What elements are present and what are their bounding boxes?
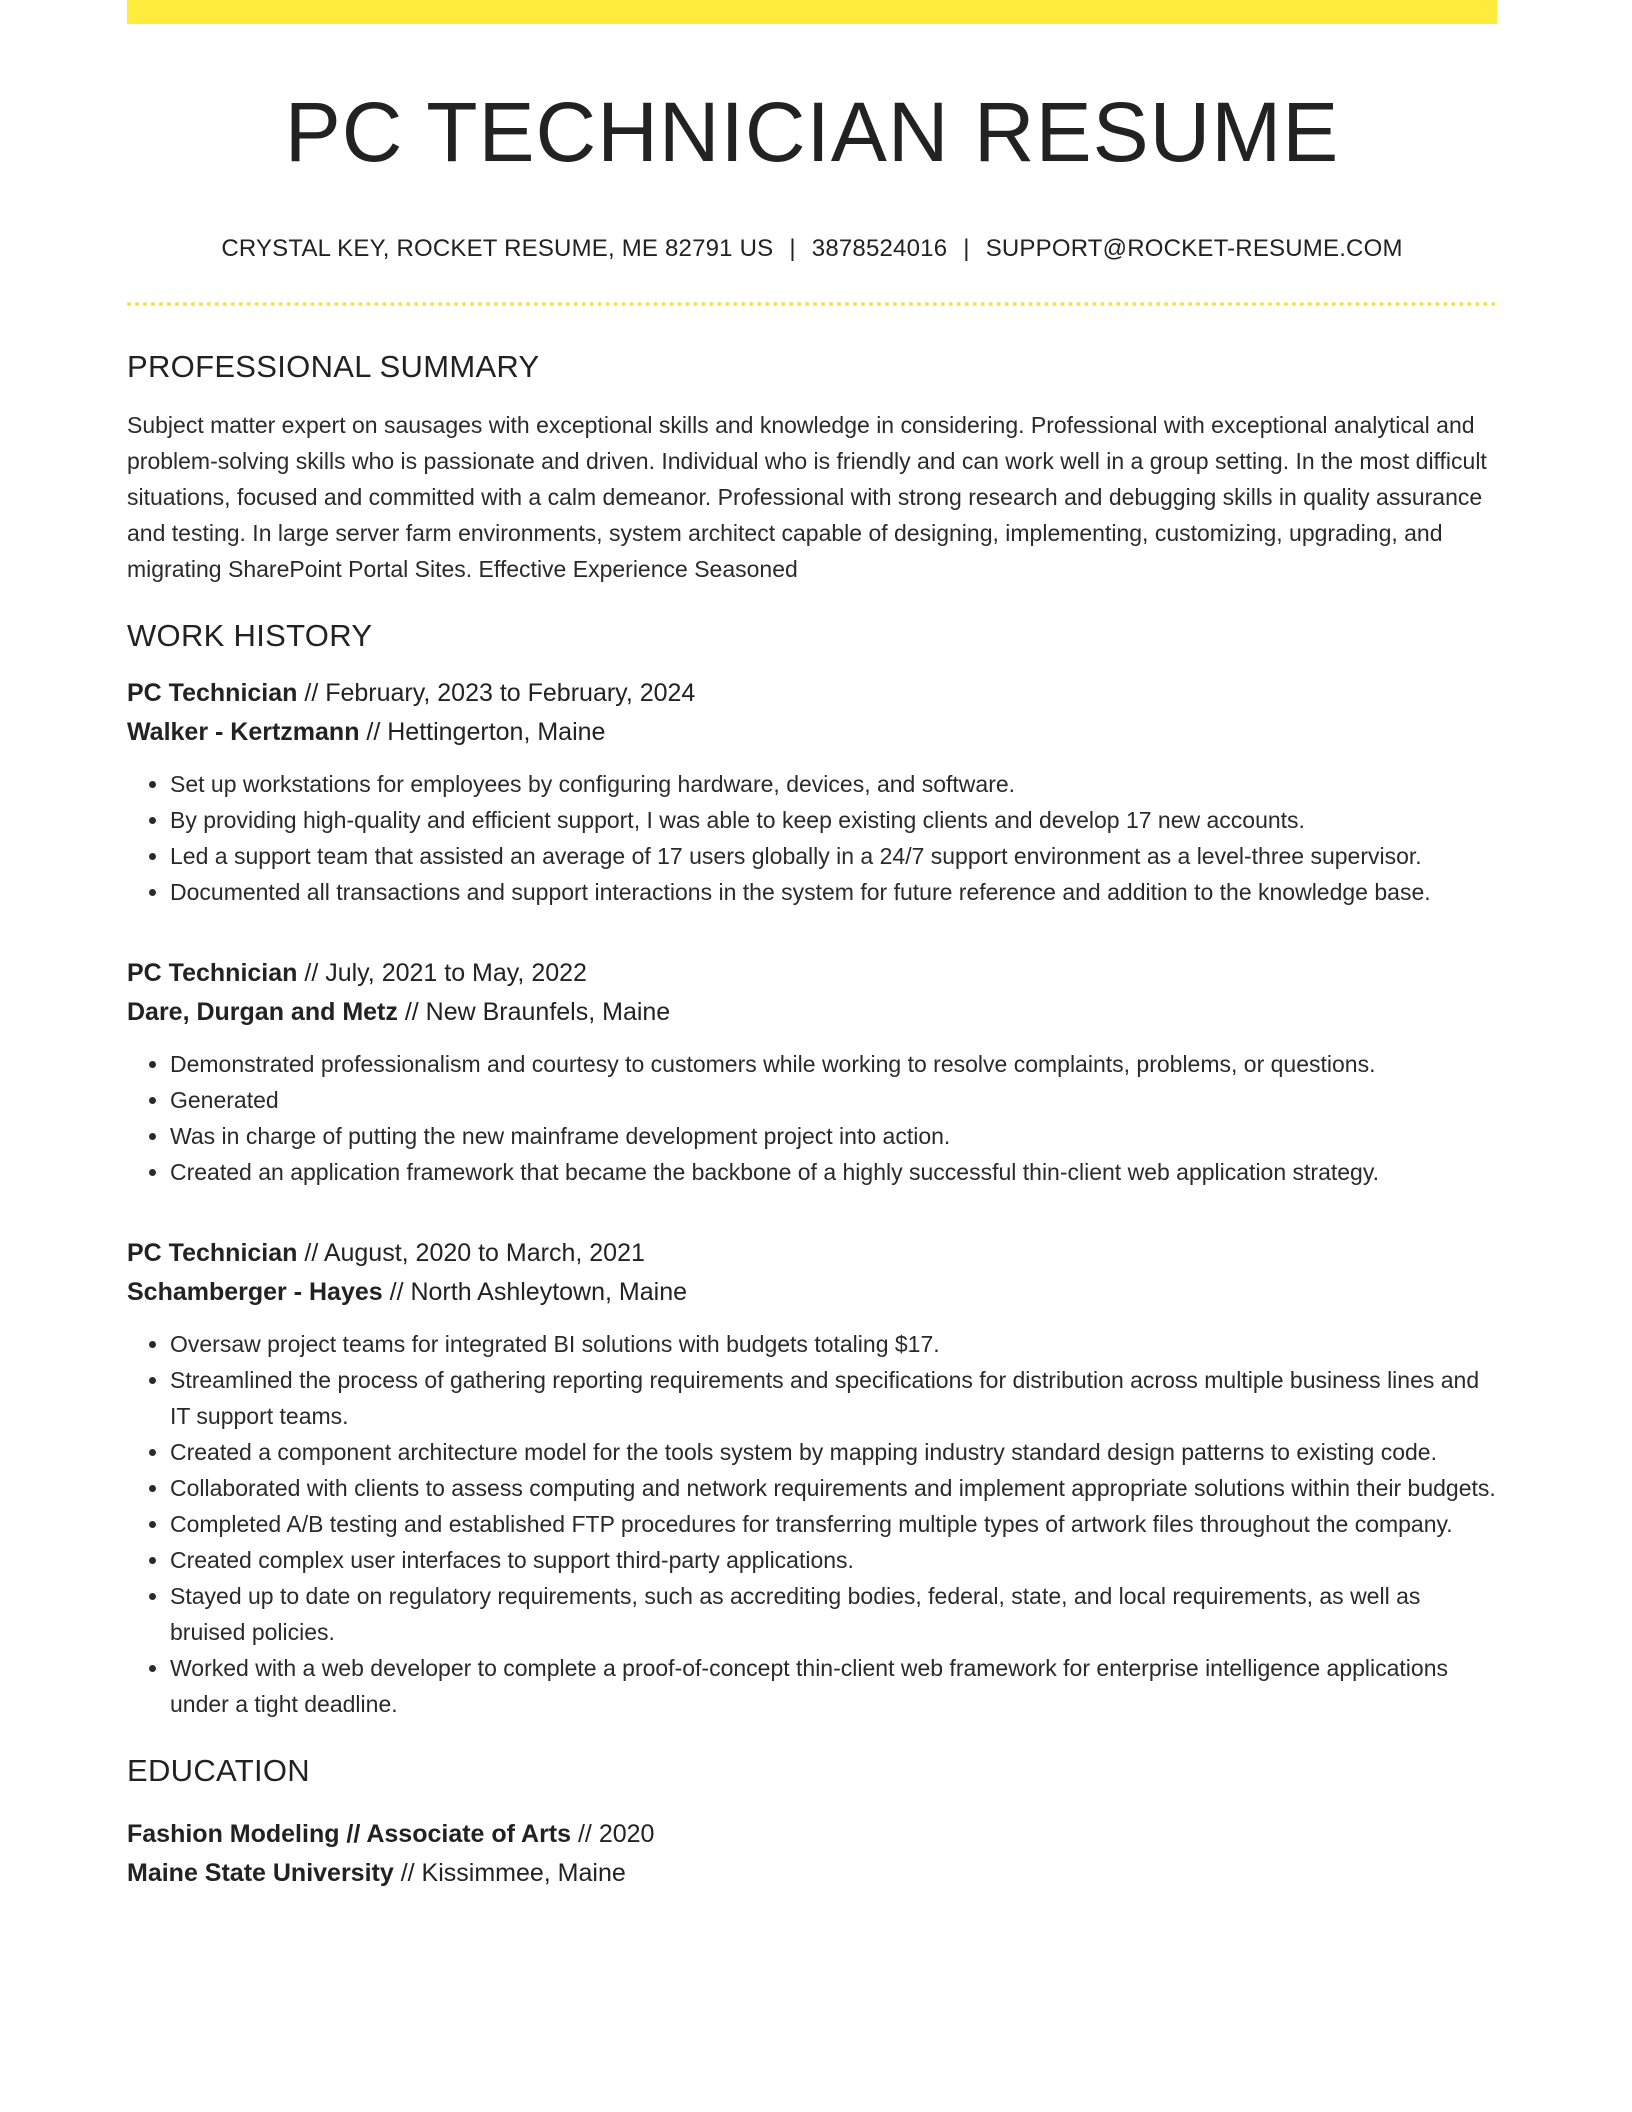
job-dates: // February, 2023 to February, 2024 xyxy=(297,679,696,708)
contact-separator: | xyxy=(963,234,970,262)
resume-title: PC TECHNICIAN RESUME xyxy=(284,85,1340,179)
job-title-line xyxy=(127,1234,1497,1273)
job-company-line xyxy=(127,1273,1497,1312)
contact-phone: 3878524016 xyxy=(811,234,948,262)
job-bullet: • Streamlined the process of gathering reporting requirements and specifications for distribution across multiple business lines and IT support teams. xyxy=(170,1362,1497,1434)
education-location: // Kissimmee, Maine xyxy=(393,1859,626,1888)
job-location: // North Ashleytown, Maine xyxy=(382,1278,687,1307)
contact-separator: | xyxy=(789,234,796,262)
job-bullet: • Demonstrated professionalism and courtesy to customers while working to resolve complaints, problems, or questions. xyxy=(170,1046,1497,1082)
job-bullet: • Documented all transactions and support interactions in the system for future reference and addition to the knowledge base. xyxy=(170,874,1497,910)
job-bullet: • Collaborated with clients to assess computing and network requirements and implement appropriate solutions within their budgets. xyxy=(170,1470,1497,1506)
summary-text: Subject matter expert on sausages with exceptional skills and knowledge in considering. Professional with exceptional analytical and problem-solving skills who is passionate and driven. Individual who is friendly and can work well in a group setting. In the most difficult situations, focused and committed with a calm demeanor. Professional with strong research and debugging skills in quality assurance and testing. In large server farm environments, system architect capable of designing, implementing, customizing, upgrading, and migrating SharePoint Portal Sites. Effective Experience Seasoned xyxy=(127,411,1487,582)
education-year: // 2020 xyxy=(571,1820,655,1849)
contact-line xyxy=(127,233,1497,264)
education-degree-line xyxy=(127,1815,1497,1854)
job-dates: // July, 2021 to May, 2022 xyxy=(297,959,587,988)
dotted-divider xyxy=(127,302,1497,306)
job-title: PC Technician xyxy=(127,679,298,708)
job-bullet: • Generated xyxy=(170,1082,1497,1118)
job-title-line xyxy=(127,674,1497,713)
job-bullet: • Set up workstations for employees by configuring hardware, devices, and software. xyxy=(170,766,1497,802)
summary-heading: PROFESSIONAL SUMMARY xyxy=(127,348,540,384)
job-dates: // August, 2020 to March, 2021 xyxy=(297,1239,645,1268)
education-heading: EDUCATION xyxy=(127,1753,310,1789)
job-location: // Hettingerton, Maine xyxy=(359,718,606,747)
contact-address: CRYSTAL KEY, ROCKET RESUME, ME 82791 US xyxy=(221,234,774,262)
job-company-line xyxy=(127,713,1497,752)
education-school-line xyxy=(127,1854,1497,1893)
job-entry xyxy=(127,954,1497,1190)
job-bullet: • Was in charge of putting the new mainframe development project into action. xyxy=(170,1118,1497,1154)
job-company-line xyxy=(127,993,1497,1032)
job-location: // New Braunfels, Maine xyxy=(397,998,671,1027)
job-bullet: • Led a support team that assisted an average of 17 users globally in a 24/7 support environment as a level-three supervisor. xyxy=(170,838,1497,874)
job-title-line xyxy=(127,954,1497,993)
job-bullet: • Worked with a web developer to complete a proof-of-concept thin-client web framework for enterprise intelligence applications under a tight deadline. xyxy=(170,1650,1497,1722)
job-bullet: • Created a component architecture model for the tools system by mapping industry standard design patterns to existing code. xyxy=(170,1434,1497,1470)
job-title: PC Technician xyxy=(127,959,298,988)
job-bullet: • Oversaw project teams for integrated BI solutions with budgets totaling $17. xyxy=(170,1326,1497,1362)
job-company: Schamberger - Hayes xyxy=(127,1278,383,1307)
resume-page xyxy=(127,0,1497,1893)
job-bullet: • Created complex user interfaces to support third-party applications. xyxy=(170,1542,1497,1578)
education-school: Maine State University xyxy=(127,1859,394,1888)
job-bullet: • By providing high-quality and efficient support, I was able to keep existing clients and develop 17 new accounts. xyxy=(170,802,1497,838)
job-company: Walker - Kertzmann xyxy=(127,718,360,747)
job-title: PC Technician xyxy=(127,1239,298,1268)
accent-bar xyxy=(127,0,1497,24)
education-entry xyxy=(127,1815,1497,1893)
job-entry xyxy=(127,1234,1497,1722)
work-history-heading: WORK HISTORY xyxy=(127,617,373,653)
job-bullet: • Created an application framework that became the backbone of a highly successful thin-client web application strategy. xyxy=(170,1154,1497,1190)
education-degree: Fashion Modeling // Associate of Arts xyxy=(127,1820,572,1849)
job-bullets xyxy=(127,1046,1497,1190)
job-entry xyxy=(127,674,1497,910)
job-bullet: • Stayed up to date on regulatory requirements, such as accrediting bodies, federal, state, and local requirements, as well as bruised policies. xyxy=(170,1578,1497,1650)
job-bullets xyxy=(127,766,1497,910)
job-company: Dare, Durgan and Metz xyxy=(127,998,398,1027)
job-bullet: • Completed A/B testing and established FTP procedures for transferring multiple types of artwork files throughout the company. xyxy=(170,1506,1497,1542)
job-bullets xyxy=(127,1326,1497,1722)
contact-email[interactable]: SUPPORT@ROCKET-RESUME.COM xyxy=(985,234,1403,262)
